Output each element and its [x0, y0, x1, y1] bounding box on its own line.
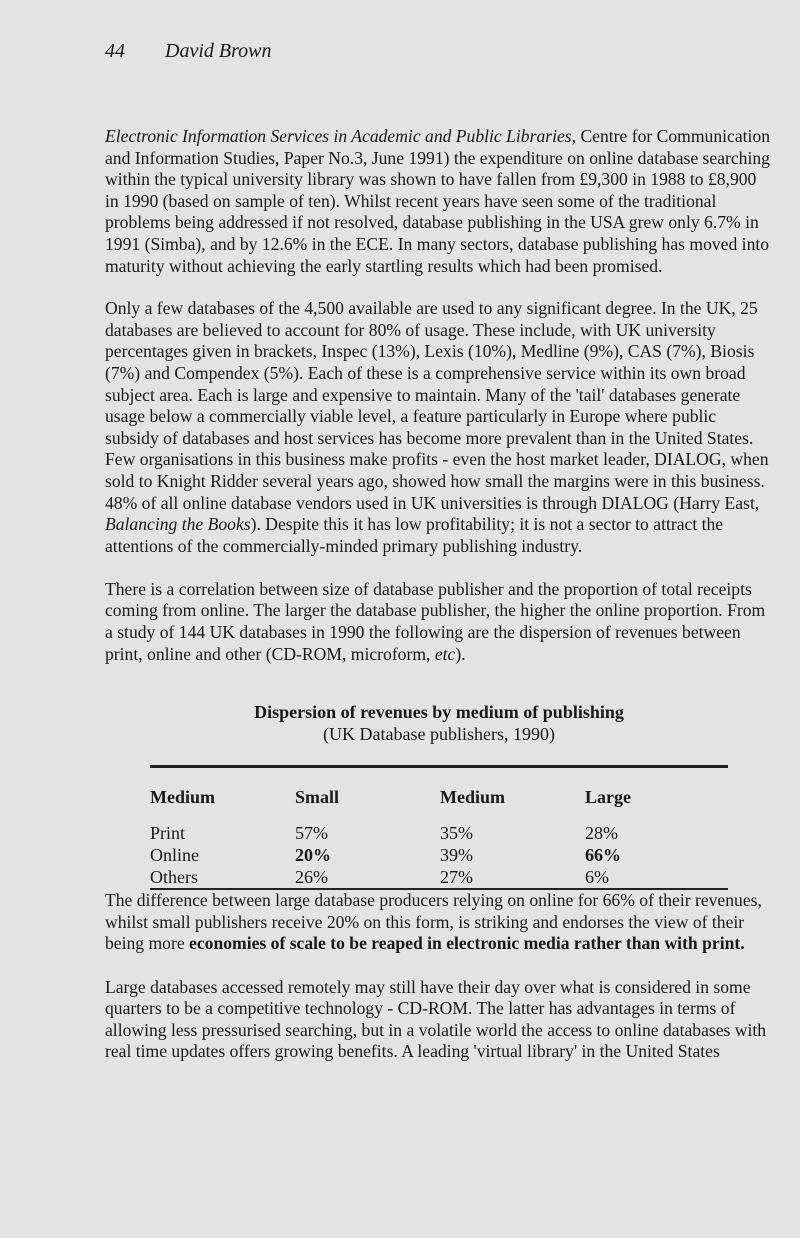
table-header-row: Medium Small Medium Large — [150, 787, 631, 808]
paragraph-2: Only a few databases of the 4,500 available are used to any significant degree. In the UK, 25 databases are believed to account for 80% of usage. These include, with UK university percentages given in brackets, Inspec (13%), Lexis (10%), Medline (9%), CAS (7%), Biosis (7%) and Compendex (5%). Each of these is a comprehensive service within its own broad subject area. Each is large and expensive to maintain. Many of the 'tail' databases generate usage below a commercially viable level, a feature particularly in Europe where public subsidy of databases and host services has become more prevalent than in the United States. Few organisations in this business make profits - even the host market leader, DIALOG, when sold to Knight Ridder several years ago, showed how small the margins were in this business. 48% of all online database vendors used in UK universities is through DIALOG (Harry East, Balancing the Books). Despite this it has low profitability; it is not a sector to attract the attentions of the commercially-minded primary publishing industry. — [105, 298, 769, 556]
revenue-table — [105, 701, 773, 890]
paragraph-3: There is a correlation between size of database publisher and the proportion of total receipts coming from online. The larger the database publisher, the higher the online proportion. From a study of 144 UK databases in 1990 the following are the dispersion of revenues between print, online and other (CD-ROM, microform, etc). — [105, 578, 766, 664]
table-subtitle: (UK Database publishers, 1990) — [323, 724, 555, 745]
paragraph-1: Electronic Information Services in Academic and Public Libraries, Centre for Communication and Information Studies, Paper No.3, June 1991) the expenditure on online database searching within the typical university library was shown to have fallen from £9,300 in 1988 to £8,900 in 1990 (based on sample of ten). Whilst recent years have seen some of the traditional problems being addressed if not resolved, database publishing in the USA grew only 6.7% in 1991 (Simba), and by 12.6% in the ECE. In many sectors, database publishing has moved into maturity without achieving the early startling results which had been promised. — [105, 126, 771, 276]
emphasis-text: economies of scale to be reaped in electronic media rather than with print. — [189, 933, 745, 954]
table-row: Print 57% 35% 28% — [150, 823, 618, 844]
table-row: Online 20% 39% 66% — [150, 845, 621, 866]
paragraph-4: The difference between large database producers relying on online for 66% of their revenues, whilst small publishers receive 20% on this form, is striking and endorses the view of their being more economies of scale to be reaped in electronic media rather than with print. — [105, 890, 762, 954]
page-body — [105, 126, 773, 1085]
paragraph-5: Large databases accessed remotely may still have their day over what is considered in some quarters to be a competitive technology - CD-ROM. The latter has advantages in terms of allowing less pressurised searching, but in a volatile world the access to online databases with real time updates offers growing benefits. A leading 'virtual library' in the United States — [105, 976, 767, 1062]
table-top-rule — [150, 765, 728, 768]
page-header — [105, 40, 271, 63]
page-number: 44 — [105, 40, 125, 62]
table-title: Dispersion of revenues by medium of publishing (UK Database publishers, 1990) — [254, 702, 624, 745]
cited-title-2: Balancing the Books — [105, 514, 251, 535]
cited-title: Electronic Information Services in Academic and Public Libraries — [105, 126, 572, 146]
running-head-author: David Brown — [165, 40, 272, 62]
table-row: Others 26% 27% 6% — [150, 867, 609, 888]
